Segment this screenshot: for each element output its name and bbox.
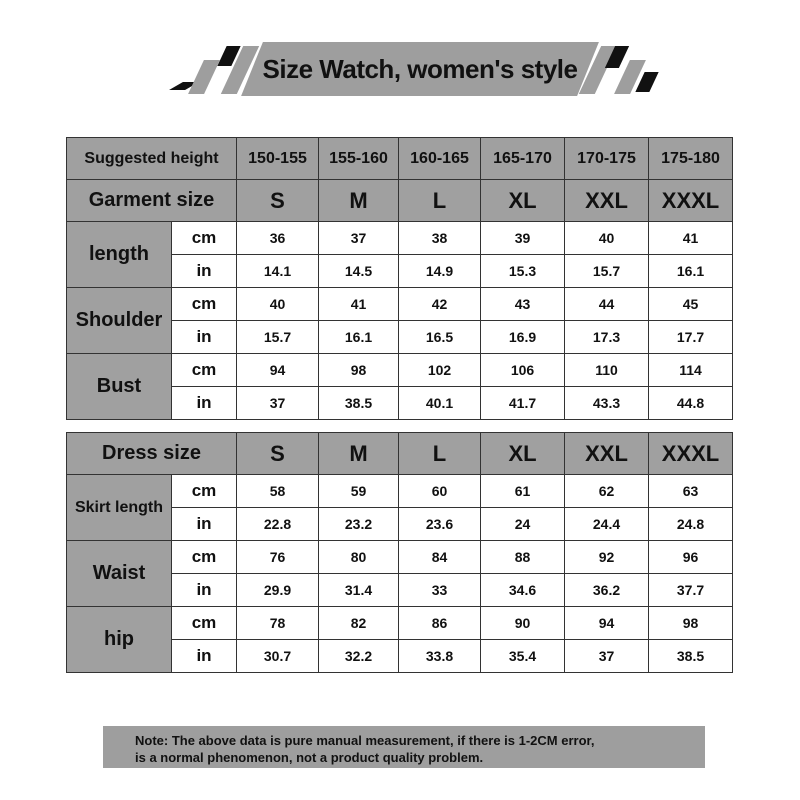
value-cell: 96 (649, 541, 733, 574)
value-cell: 37 (237, 387, 319, 420)
value-cell: 90 (481, 607, 565, 640)
size-cell: XXXL (649, 180, 733, 222)
value-cell: 114 (649, 354, 733, 387)
value-cell: 15.3 (481, 255, 565, 288)
measure-label-skirt-length: Skirt length (67, 475, 172, 541)
value-cell: 38 (399, 222, 481, 255)
unit-in: in (172, 321, 237, 354)
measure-label-waist: Waist (67, 541, 172, 607)
value-cell: 34.6 (481, 574, 565, 607)
value-cell: 23.6 (399, 508, 481, 541)
value-cell: 98 (649, 607, 733, 640)
size-cell: S (237, 180, 319, 222)
note-line-2: is a normal phenomenon, not a product quality problem. (135, 750, 484, 765)
value-cell: 23.2 (319, 508, 399, 541)
value-cell: 82 (319, 607, 399, 640)
unit-cm: cm (172, 607, 237, 640)
table-row (67, 222, 733, 255)
height-cell: 165-170 (481, 138, 565, 180)
value-cell: 106 (481, 354, 565, 387)
unit-in: in (172, 387, 237, 420)
value-cell: 110 (565, 354, 649, 387)
value-cell: 36 (237, 222, 319, 255)
value-cell: 44 (565, 288, 649, 321)
value-cell: 38.5 (319, 387, 399, 420)
unit-cm: cm (172, 475, 237, 508)
value-cell: 40.1 (399, 387, 481, 420)
value-cell: 98 (319, 354, 399, 387)
value-cell: 29.9 (237, 574, 319, 607)
value-cell: 32.2 (319, 640, 399, 673)
value-cell: 41 (319, 288, 399, 321)
value-cell: 39 (481, 222, 565, 255)
measure-label-hip: hip (67, 607, 172, 673)
garment-size-row (67, 180, 733, 222)
value-cell: 33.8 (399, 640, 481, 673)
size-cell: S (237, 433, 319, 475)
garment-size-label: Garment size (67, 180, 237, 222)
value-cell: 24 (481, 508, 565, 541)
value-cell: 36.2 (565, 574, 649, 607)
value-cell: 37.7 (649, 574, 733, 607)
value-cell: 42 (399, 288, 481, 321)
unit-cm: cm (172, 288, 237, 321)
value-cell: 59 (319, 475, 399, 508)
size-cell: XXL (565, 433, 649, 475)
value-cell: 38.5 (649, 640, 733, 673)
value-cell: 33 (399, 574, 481, 607)
dress-size-row (67, 433, 733, 475)
value-cell: 84 (399, 541, 481, 574)
size-cell: XL (481, 180, 565, 222)
value-cell: 41 (649, 222, 733, 255)
value-cell: 60 (399, 475, 481, 508)
value-cell: 15.7 (565, 255, 649, 288)
table-row (67, 607, 733, 640)
value-cell: 14.9 (399, 255, 481, 288)
value-cell: 24.4 (565, 508, 649, 541)
size-cell: L (399, 433, 481, 475)
suggested-height-row (67, 138, 733, 180)
height-cell: 150-155 (237, 138, 319, 180)
value-cell: 94 (237, 354, 319, 387)
height-cell: 170-175 (565, 138, 649, 180)
note-line-1: Note: The above data is pure manual measurement, if there is 1-2CM error, (135, 733, 595, 748)
value-cell: 44.8 (649, 387, 733, 420)
table-row (67, 288, 733, 321)
value-cell: 76 (237, 541, 319, 574)
value-cell: 40 (565, 222, 649, 255)
dress-size-table (66, 432, 733, 673)
value-cell: 14.5 (319, 255, 399, 288)
value-cell: 17.7 (649, 321, 733, 354)
unit-in: in (172, 255, 237, 288)
value-cell: 43 (481, 288, 565, 321)
table-row (67, 475, 733, 508)
value-cell: 37 (319, 222, 399, 255)
value-cell: 62 (565, 475, 649, 508)
page-title: Size Watch, women's style (262, 53, 578, 84)
measurement-note (103, 726, 705, 768)
table-row (67, 354, 733, 387)
suggested-height-label: Suggested height (67, 138, 237, 180)
value-cell: 31.4 (319, 574, 399, 607)
table-row (67, 541, 733, 574)
value-cell: 16.1 (319, 321, 399, 354)
unit-in: in (172, 574, 237, 607)
value-cell: 14.1 (237, 255, 319, 288)
value-cell: 88 (481, 541, 565, 574)
value-cell: 17.3 (565, 321, 649, 354)
value-cell: 61 (481, 475, 565, 508)
size-cell: L (399, 180, 481, 222)
size-cell: XL (481, 433, 565, 475)
value-cell: 92 (565, 541, 649, 574)
value-cell: 16.1 (649, 255, 733, 288)
value-cell: 16.5 (399, 321, 481, 354)
unit-cm: cm (172, 541, 237, 574)
value-cell: 80 (319, 541, 399, 574)
measure-label-length: length (67, 222, 172, 288)
value-cell: 94 (565, 607, 649, 640)
garment-size-table (66, 137, 733, 420)
value-cell: 24.8 (649, 508, 733, 541)
size-cell: XXXL (649, 433, 733, 475)
value-cell: 37 (565, 640, 649, 673)
value-cell: 78 (237, 607, 319, 640)
value-cell: 40 (237, 288, 319, 321)
unit-in: in (172, 640, 237, 673)
value-cell: 63 (649, 475, 733, 508)
size-cell: M (319, 180, 399, 222)
value-cell: 45 (649, 288, 733, 321)
dress-size-label: Dress size (67, 433, 237, 475)
value-cell: 58 (237, 475, 319, 508)
value-cell: 43.3 (565, 387, 649, 420)
measure-label-bust: Bust (67, 354, 172, 420)
height-cell: 175-180 (649, 138, 733, 180)
value-cell: 15.7 (237, 321, 319, 354)
value-cell: 86 (399, 607, 481, 640)
size-cell: XXL (565, 180, 649, 222)
value-cell: 22.8 (237, 508, 319, 541)
size-cell: M (319, 433, 399, 475)
unit-cm: cm (172, 222, 237, 255)
value-cell: 16.9 (481, 321, 565, 354)
value-cell: 41.7 (481, 387, 565, 420)
unit-in: in (172, 508, 237, 541)
unit-cm: cm (172, 354, 237, 387)
height-cell: 155-160 (319, 138, 399, 180)
measure-label-shoulder: Shoulder (67, 288, 172, 354)
height-cell: 160-165 (399, 138, 481, 180)
value-cell: 35.4 (481, 640, 565, 673)
value-cell: 102 (399, 354, 481, 387)
value-cell: 30.7 (237, 640, 319, 673)
